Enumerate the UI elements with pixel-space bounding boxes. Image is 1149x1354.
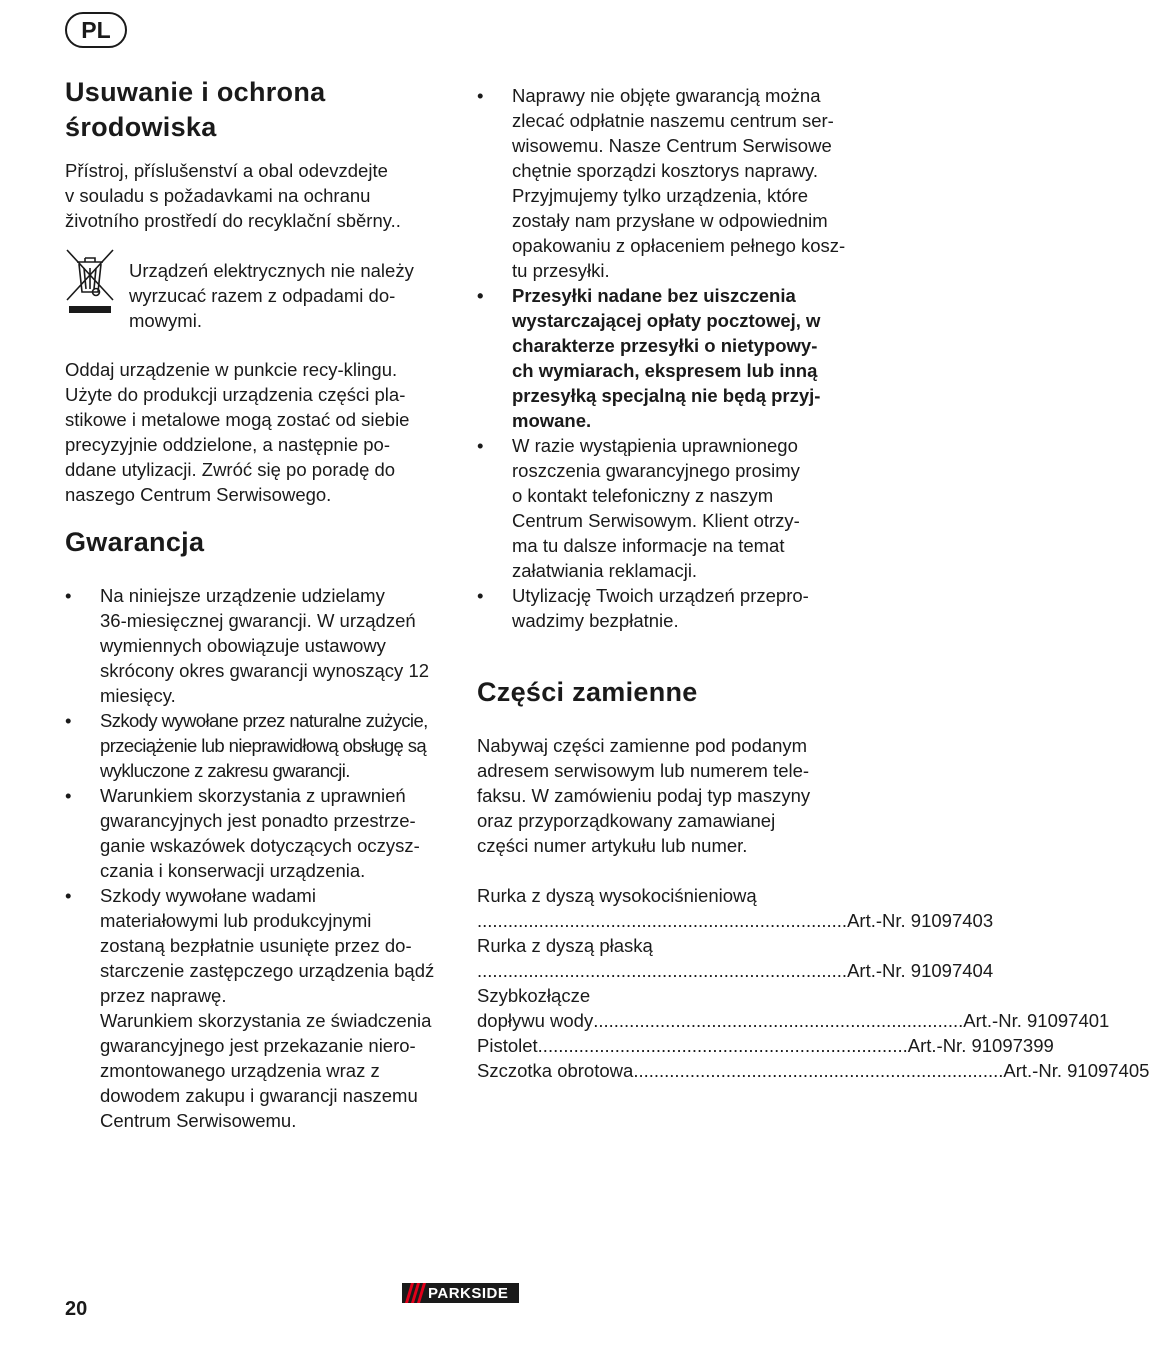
part-label: dopływu wody: [477, 1010, 594, 1031]
text-line: faksu. W zamówieniu podaj typ maszyny: [477, 785, 811, 806]
brand-logo: [402, 1283, 519, 1303]
bullet-mark: •: [65, 710, 71, 731]
section-title-warranty: Gwarancja: [65, 527, 205, 557]
text-line: Na niniejsze urządzenie udzielamy: [100, 585, 385, 606]
text-line: starczenie zastępczego urządzenia bądź: [100, 960, 435, 981]
text-line: przez naprawę.: [100, 985, 227, 1006]
part-row: [477, 958, 994, 983]
text-line: tu przesyłki.: [512, 260, 610, 281]
text-line: Centrum Serwisowym. Klient otrzy-: [512, 510, 800, 531]
text-line: W razie wystąpienia uprawnionego: [512, 435, 798, 456]
text-line: przeciążenie lub nieprawidłową obsługę są: [100, 735, 427, 756]
brand-name: PARKSIDE: [428, 1284, 509, 1302]
text-line: opakowaniu z opłaceniem pełnego kosz-: [512, 235, 846, 256]
text-line: ganie wskazówek dotyczących oczysz-: [100, 835, 420, 856]
text-line: naszego Centrum Serwisowego.: [65, 484, 332, 505]
text-line: materiałowymi lub produkcyjnymi: [100, 910, 372, 931]
slash-stripes-icon: [402, 1283, 426, 1303]
text-line: Nabywaj części zamienne pod podanym: [477, 735, 808, 756]
part-art-number: Art.-Nr. 91097403: [847, 910, 994, 931]
text-line: o kontakt telefoniczny z naszym: [512, 485, 774, 506]
text-line: zostały nam przysłane w odpowiednim: [512, 210, 828, 231]
dot-leader: ........................................................................: [477, 960, 848, 981]
text-line: charakterze przesyłki o nietypowy-: [512, 335, 818, 356]
text-line: przesyłką specjalną nie będą przyj-: [512, 385, 821, 406]
text-line: mowymi.: [129, 310, 202, 331]
text-line: Urządzeń elektrycznych nie należy: [129, 260, 414, 281]
text-line: miesięcy.: [100, 685, 176, 706]
text-line: Oddaj urządzenie w punkcie recy-klingu.: [65, 359, 398, 380]
text-line: Warunkiem skorzystania ze świadczenia: [100, 1010, 432, 1031]
part-art-number: Art.-Nr. 91097404: [847, 960, 994, 981]
text-line: gwarancyjnego jest przekazanie niero-: [100, 1035, 416, 1056]
text-line: zostaną bezpłatnie usunięte przez do-: [100, 935, 412, 956]
text-line: wadzimy bezpłatnie.: [512, 610, 679, 631]
text-line: części numer artykułu lub numer.: [477, 835, 748, 856]
text-line: Utylizację Twoich urządzeń przepro-: [512, 585, 809, 606]
bullet-mark: •: [477, 85, 484, 106]
text-line: oraz przyporządkowany zamawianej: [477, 810, 776, 831]
text-line: załatwiania reklamacji.: [512, 560, 698, 581]
text-line: czania i konserwacji urządzenia.: [100, 860, 366, 881]
text-line: wykluczone z zakresu gwarancji.: [100, 760, 350, 781]
part-row: [477, 1033, 1054, 1058]
crossed-out-bin-icon: [65, 248, 115, 316]
text-line: Naprawy nie objęte gwarancją można: [512, 85, 821, 106]
text-line: mowane.: [512, 410, 592, 431]
part-label: Szczotka obrotowa: [477, 1060, 634, 1081]
bullet-mark: •: [65, 885, 72, 906]
part-row: [477, 1058, 1149, 1083]
text-line: wisowemu. Nasze Centrum Serwisowe: [512, 135, 832, 156]
text-line: stikowe i metalowe mogą zostać od siebie: [65, 409, 410, 430]
text-line: wystarczającej opłaty pocztowej, w: [512, 310, 821, 331]
spare-parts-intro: [477, 733, 810, 858]
part-label: Rurka z dyszą wysokociśnieniową: [477, 885, 757, 906]
bullet-mark: •: [65, 785, 72, 806]
part-art-number: Art.-Nr. 91097405: [1003, 1060, 1149, 1081]
text-line: wyrzucać razem z odpadami do-: [129, 285, 396, 306]
text-line: Přístroj, příslušenství a obal odevzdejte: [65, 160, 388, 181]
text-line: adresem serwisowym lub numerem tele-: [477, 760, 810, 781]
language-badge: PL: [65, 12, 127, 48]
part-art-number: Art.-Nr. 91097399: [907, 1035, 1054, 1056]
part-row: [477, 1008, 1110, 1033]
part-label: Pistolet: [477, 1035, 538, 1056]
dot-leader: ........................................................................: [477, 910, 848, 931]
weee-notice: [129, 258, 414, 333]
text-line: gwarancyjnych jest ponadto przestrze-: [100, 810, 416, 831]
text-line: wymiennych obowiązuje ustawowy: [100, 635, 386, 656]
disposal-intro: [65, 158, 401, 233]
dot-leader: ........................................................................: [633, 1060, 1004, 1081]
text-line: Szkody wywołane wadami: [100, 885, 316, 906]
title-line: środowiska: [65, 112, 217, 142]
text-line: Szkody wywołane przez naturalne zużycie,: [100, 710, 428, 731]
part-art-number: Art.-Nr. 91097401: [963, 1010, 1110, 1031]
bullet-mark: •: [477, 285, 484, 306]
text-line: Użyte do produkcji urządzenia części pla-: [65, 384, 406, 405]
text-line: Warunkiem skorzystania z uprawnień: [100, 785, 406, 806]
text-line: životního prostředí do recyklační sběrny..: [65, 210, 401, 231]
text-line: precyzyjnie oddzielone, a następnie po-: [65, 434, 390, 455]
bullet-mark: •: [477, 435, 484, 456]
text-line: chętnie sporządzi kosztorys naprawy.: [512, 160, 819, 181]
section-title-disposal: [65, 75, 325, 145]
text-line: zmontowanego urządzenia wraz z: [100, 1060, 380, 1081]
text-line: Przyjmujemy tylko urządzenia, które: [512, 185, 809, 206]
text-line: ma tu dalsze informacje na temat: [512, 535, 785, 556]
text-line: skrócony okres gwarancji wynoszący 12: [100, 660, 430, 681]
text-line: Przesyłki nadane bez uiszczenia: [512, 285, 796, 306]
section-title-spare-parts: Części zamienne: [477, 677, 698, 707]
dot-leader: ........................................................................: [593, 1010, 964, 1031]
text-line: 36-miesięcznej gwarancji. W urządzeń: [100, 610, 416, 631]
text-line: v souladu s požadavkami na ochranu: [65, 185, 371, 206]
part-row: [477, 908, 994, 933]
title-line: Usuwanie i ochrona: [65, 77, 326, 107]
recycling-paragraph: [65, 357, 409, 507]
text-line: Centrum Serwisowemu.: [100, 1110, 297, 1131]
part-label: Rurka z dyszą płaską: [477, 935, 653, 956]
text-line: roszczenia gwarancyjnego prosimy: [512, 460, 800, 481]
page-number: 20: [65, 1298, 88, 1320]
text-line: zlecać odpłatnie naszemu centrum ser-: [512, 110, 834, 131]
text-line: dowodem zakupu i gwarancji naszemu: [100, 1085, 418, 1106]
bullet-mark: •: [477, 585, 484, 606]
dot-leader: ........................................................................: [537, 1035, 908, 1056]
part-label: Szybkozłącze: [477, 985, 591, 1006]
text-line: ddane utylizacji. Zwróć się po poradę do: [65, 459, 396, 480]
bullet-mark: •: [65, 585, 72, 606]
text-line: ch wymiarach, ekspresem lub inną: [512, 360, 818, 381]
